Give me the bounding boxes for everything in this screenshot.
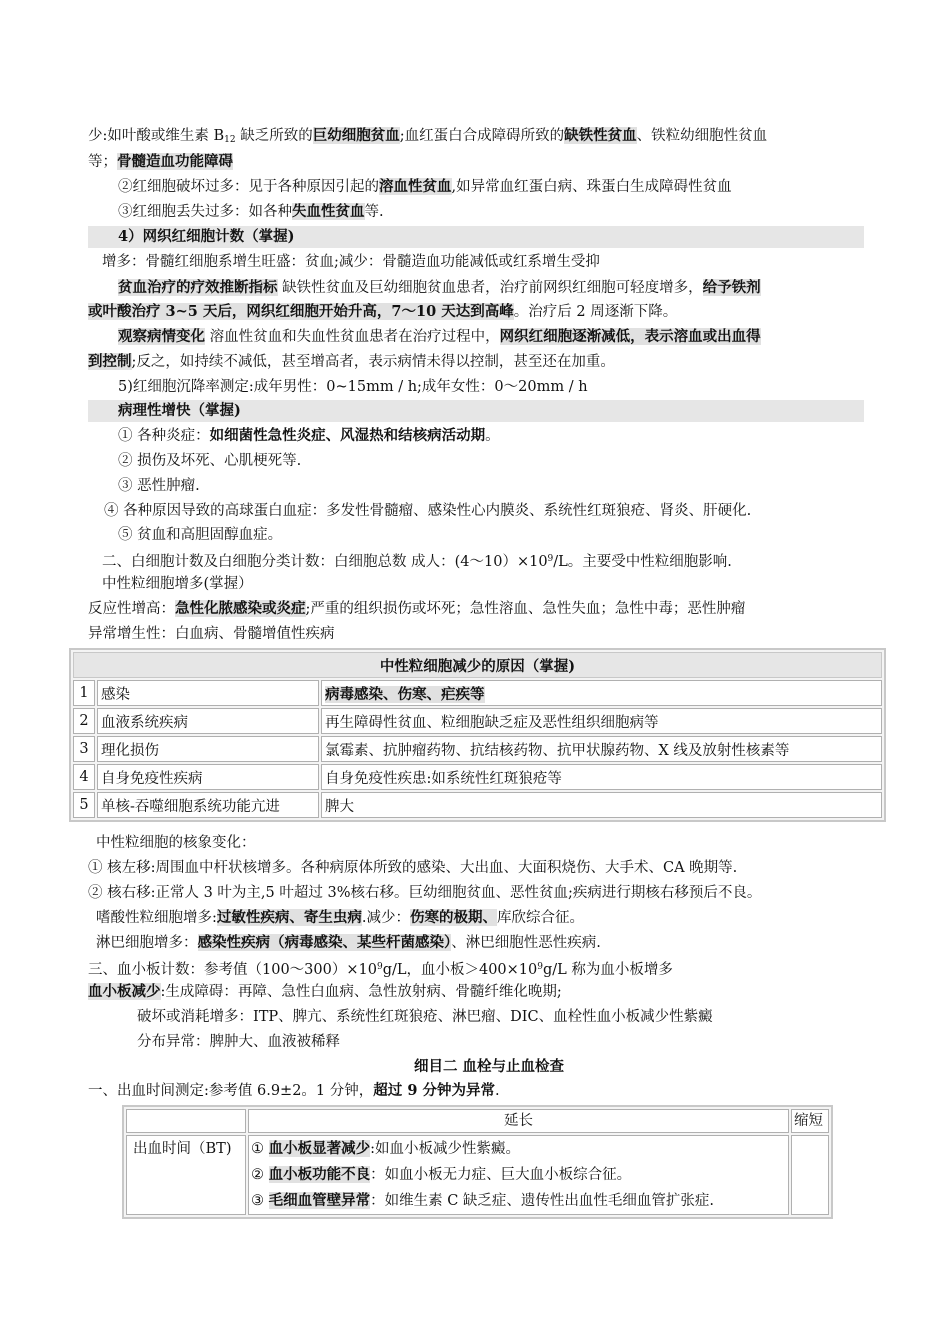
row-number: 2 — [73, 708, 95, 734]
platelet-decrease-line — [88, 981, 562, 1003]
retic-increase-line: 增多：骨髓红细胞系增生旺盛：贫血;减少：骨髓造血功能减低或红系增生受抑 — [102, 254, 600, 270]
highlight-term: 巨幼细胞贫血 — [312, 127, 400, 144]
row-category: 单核-吞噬细胞系统功能亢进 — [97, 792, 319, 818]
cause-item — [251, 1188, 786, 1214]
bleeding-time-intro — [88, 1080, 500, 1102]
cause-item — [251, 1162, 786, 1188]
text: 。治疗后 2 周逐渐下降。 — [513, 304, 678, 320]
highlight-term: 血小板显著减少 — [268, 1140, 371, 1157]
table-row — [126, 1135, 829, 1215]
table-row — [73, 792, 882, 818]
row-category: 感染 — [97, 680, 319, 706]
table-header-row — [126, 1109, 829, 1133]
platelet-line — [88, 956, 673, 981]
retic-efficacy-line-cont — [88, 301, 677, 323]
row-number: 1 — [73, 680, 95, 706]
row-label: 出血时间（BT) — [126, 1135, 246, 1215]
section-title: 细目二 血栓与止血检查 — [414, 1058, 565, 1075]
row-description: 自身免疫性疾患:如系统性红斑狼疮等 — [321, 764, 882, 790]
text: :如血小板减少性紫癜。 — [370, 1141, 520, 1157]
text: 二、白细胞计数及白细胞分类计数：白细胞总数 成人：(4～10）×10 — [102, 554, 548, 570]
text: 、铁粒幼细胞性贫血 — [636, 128, 768, 144]
nuclear-shift-title: 中性粒细胞的核象变化： — [96, 835, 256, 851]
platelet-destroy-line: 破坏或消耗增多：ITP、脾亢、系统性红斑狼疮、淋巴瘤、DIC、血栓性血小板减少性紫癜 — [137, 1009, 713, 1025]
right-shift-line: ② 核右移:正常人 3 叶为主,5 叶超过 3%核右移。巨幼细胞贫血、恶性贫血;疾病进行期核右移预后不良。 — [88, 885, 762, 901]
esr-item-3: ③ 恶性肿瘤. — [118, 478, 200, 494]
esr-line: 5)红细胞沉降率测定:成年男性：0~15mm / h;成年女性：0～20mm / h — [118, 379, 588, 395]
text: 、淋巴细胞性恶性疾病. — [451, 935, 601, 951]
platelet-distribution-line: 分布异常：脾肿大、血液被稀释 — [137, 1034, 340, 1050]
retic-heading — [88, 226, 864, 248]
text: g/L，血小板＞400×10 — [382, 962, 538, 978]
highlight-term: 观察病情变化 — [118, 328, 205, 345]
superscript: 9 — [376, 962, 383, 972]
table-row — [73, 708, 882, 734]
retic-efficacy-line — [118, 277, 761, 299]
text: 嗜酸性粒细胞增多: — [96, 910, 217, 926]
text: ① 各种炎症： — [118, 428, 210, 444]
text: ：如维生素 C 缺乏症、遗传性出血性毛细血管扩张症. — [370, 1193, 715, 1209]
lymphocyte-line — [96, 932, 601, 954]
item-number: ③ — [251, 1193, 269, 1209]
neutrophil-decrease-table — [69, 648, 886, 822]
esr-item-2: ② 损伤及坏死、心肌梗死等. — [118, 453, 302, 469]
text: 淋巴细胞增多： — [96, 935, 198, 951]
table-title: 中性粒细胞减少的原因（掌握) — [73, 652, 882, 678]
esr-item-5: ⑤ 贫血和高胆固醇血症。 — [118, 527, 283, 543]
text: .减少： — [361, 910, 410, 926]
empty-cell — [126, 1109, 246, 1133]
text: ;反之，如持续不减低，甚至增高者，表示病情未得以控制，甚至还在加重。 — [131, 354, 615, 370]
table-row — [73, 764, 882, 790]
row-category: 理化损伤 — [97, 736, 319, 762]
row-category: 自身免疫性疾病 — [97, 764, 319, 790]
superscript: 9 — [547, 554, 554, 564]
bleeding-time-table — [122, 1105, 833, 1219]
table-row — [73, 680, 882, 706]
text: :生成障碍：再障、急性白血病、急性放射病、骨髓纤维化晚期; — [160, 984, 562, 1000]
text: g/L 称为血小板增多 — [543, 962, 673, 978]
text: ②红细胞破坏过多：见于各种原因引起的 — [118, 179, 379, 195]
reactive-line — [88, 598, 745, 620]
text: 库欣综合征。 — [497, 910, 584, 926]
text: 等. — [364, 204, 384, 220]
anemia-cause-text-cont — [88, 151, 233, 173]
highlight-term: 到控制 — [88, 353, 132, 370]
highlight-term: 血小板功能不良 — [268, 1166, 371, 1183]
row-description — [321, 680, 882, 706]
retic-observe-line-cont — [88, 351, 615, 373]
neutrophil-increase-title: 中性粒细胞增多(掌握） — [102, 576, 253, 592]
row-number: 4 — [73, 764, 95, 790]
row-number: 5 — [73, 792, 95, 818]
highlight-term: 急性化脓感染或炎症 — [175, 600, 306, 617]
table-row — [73, 736, 882, 762]
abnormal-line: 异常增生性：白血病、骨髓增值性疾病 — [88, 626, 335, 642]
text: ③红细胞丢失过多：如各种 — [118, 204, 292, 220]
highlight-term: 病毒感染、伤寒、疟疾等 — [325, 685, 485, 703]
rbc-loss-line — [118, 201, 384, 223]
anemia-cause-text — [88, 125, 767, 151]
row-category: 血液系统疾病 — [97, 708, 319, 734]
esr-item-4: ④ 各种原因导致的高球蛋白血症：多发性骨髓瘤、感染性心内膜炎、系统性红斑狼疮、肾炎、肝硬化. — [104, 503, 752, 519]
item-number: ① — [251, 1141, 269, 1157]
retic-observe-line — [118, 326, 761, 348]
text: 溶血性贫血和失血性贫血患者在治疗过程中， — [205, 329, 500, 345]
bold-term: 超过 9 分钟为异常 — [373, 1082, 495, 1099]
text: 等； — [88, 154, 117, 170]
row-number: 3 — [73, 736, 95, 762]
text: 缺乏所致的 — [235, 128, 313, 144]
prolonged-causes — [248, 1135, 789, 1215]
esr-item-1 — [118, 425, 500, 447]
highlight-term: 伤寒的极期、 — [410, 909, 497, 926]
text: ;严重的组织损伤或坏死；急性溶血、急性失血；急性中毒；恶性肿瘤 — [305, 601, 746, 617]
shortened-causes — [791, 1135, 829, 1215]
text: ,如异常血红蛋白病、珠蛋白生成障碍性贫血 — [451, 179, 732, 195]
highlight-term: 毛细血管壁异常 — [268, 1192, 371, 1209]
highlight-term: 贫血治疗的疗效推断指标 — [118, 279, 278, 296]
heading-text: 病理性增快（掌握) — [118, 402, 241, 419]
text: 少:如叶酸或维生素 B — [88, 128, 225, 144]
heading-text: 4）网织红细胞计数（掌握) — [118, 228, 295, 245]
text: . — [494, 1083, 500, 1099]
text: ：如血小板无力症、巨大血小板综合征。 — [370, 1167, 632, 1183]
column-header-shortened: 缩短 — [791, 1109, 829, 1133]
text: 三、血小板计数：参考值（100～300）×10 — [88, 962, 377, 978]
text: ;血红蛋白合成障碍所致的 — [399, 128, 565, 144]
highlight-term: 或叶酸治疗 3~5 天后，网织红细胞开始升高，7～10 天达到高峰 — [88, 303, 514, 320]
cause-item — [251, 1136, 786, 1162]
highlight-term: 给予铁剂 — [702, 279, 761, 296]
item-number: ② — [251, 1167, 269, 1183]
highlight-term: 网织红细胞逐渐减低，表示溶血或出血得 — [499, 328, 761, 345]
row-description: 再生障碍性贫血、粒细胞缺乏症及恶性组织细胞病等 — [321, 708, 882, 734]
row-description: 脾大 — [321, 792, 882, 818]
highlight-term: 失血性贫血 — [292, 203, 365, 220]
text: 反应性增高： — [88, 601, 175, 617]
subscript: 12 — [224, 135, 236, 145]
wbc-line — [102, 548, 732, 573]
rbc-destroy-line — [118, 176, 732, 198]
highlight-term: 血小板减少 — [88, 983, 161, 1000]
text: 。 — [485, 428, 500, 444]
row-description: 氯霉素、抗肿瘤药物、抗结核药物、抗甲状腺药物、X 线及放射性核素等 — [321, 736, 882, 762]
highlight-term: 过敏性疾病、寄生虫病 — [216, 909, 362, 926]
text: 一、出血时间测定:参考值 6.9±2。1 分钟， — [88, 1083, 374, 1099]
eosinophil-line — [96, 907, 584, 929]
highlight-term: 骨髓造血功能障碍 — [117, 153, 233, 170]
superscript: 9 — [537, 962, 543, 972]
highlight-term: 溶血性贫血 — [379, 178, 452, 195]
text: /L。主要受中性粒细胞影响. — [553, 554, 732, 570]
highlight-term: 感染性疾病（病毒感染、某些杆菌感染） — [197, 934, 452, 951]
highlight-term: 缺铁性贫血 — [564, 127, 637, 144]
bold-term: 如细菌性急性炎症、风湿热和结核病活动期 — [209, 427, 486, 444]
left-shift-line: ① 核左移:周围血中杆状核增多。各种病原体所致的感染、大出血、大面积烧伤、大手术、CA 晚期等. — [88, 860, 738, 876]
column-header-prolonged: 延长 — [248, 1109, 789, 1133]
esr-heading — [88, 400, 864, 422]
text: 缺铁性贫血及巨幼细胞贫血患者，治疗前网织红细胞可轻度增多， — [277, 280, 703, 296]
